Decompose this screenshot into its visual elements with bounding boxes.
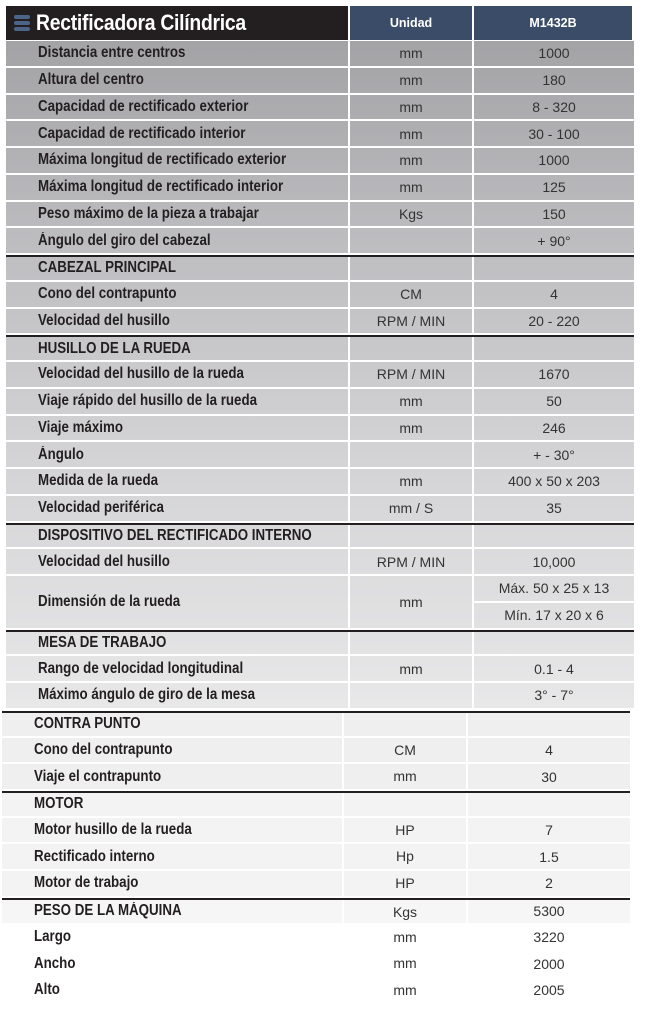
spec-value <box>474 257 634 280</box>
section-label <box>2 793 344 816</box>
spec-unit <box>350 632 474 655</box>
label-text: Velocidad del husillo <box>38 552 170 570</box>
spec-unit: mm <box>350 68 474 93</box>
spec-row <box>2 951 630 978</box>
table-header <box>6 6 632 40</box>
spec-row <box>2 844 630 871</box>
label-text: Peso máximo de la pieza a trabajar <box>38 204 259 222</box>
spec-unit: mm <box>344 978 468 1003</box>
spec-value: 2 <box>545 875 553 892</box>
label-text: Distancia entre centros <box>38 44 186 62</box>
spec-label <box>2 818 344 843</box>
label-text: Máximo ángulo de giro de la mesa <box>38 686 256 704</box>
spec-label <box>6 389 350 414</box>
spec-unit <box>350 525 474 548</box>
spec-value: 246 <box>542 419 566 436</box>
label-text: Cono del contrapunto <box>38 285 177 303</box>
spec-value <box>474 576 634 628</box>
label-text: Viaje máximo <box>38 418 123 436</box>
spec-row <box>6 549 634 576</box>
spec-unit: CM <box>350 282 474 307</box>
spec-unit: mm <box>344 925 468 950</box>
spec-label <box>6 41 350 66</box>
spec-row <box>6 309 634 336</box>
spec-unit <box>350 683 474 708</box>
unit-column-header: Unidad <box>350 6 472 40</box>
spec-unit: HP <box>344 818 468 843</box>
spec-row <box>2 871 630 898</box>
spec-unit: mm <box>350 41 474 66</box>
spec-value: 1000 <box>538 152 570 169</box>
spec-value-max: Máx. 50 x 25 x 13 <box>474 576 634 603</box>
spec-value: 4 <box>545 742 553 759</box>
spec-value: + 90° <box>537 232 571 249</box>
spec-unit: mm <box>350 576 474 628</box>
label-text: Medida de la rueda <box>38 472 159 490</box>
label-text: Motor husillo de la rueda <box>34 821 192 839</box>
spec-unit <box>350 442 474 467</box>
spec-label <box>6 95 350 120</box>
section-label <box>6 632 350 655</box>
spec-row <box>6 148 634 175</box>
spec-unit: mm <box>350 148 474 173</box>
spec-label <box>6 549 350 574</box>
label-text: Velocidad del husillo de la rueda <box>38 365 244 383</box>
label-text: HUSILLO DE LA RUEDA <box>38 339 191 357</box>
section-label <box>6 257 350 280</box>
spec-row <box>6 362 634 389</box>
label-text: Rectificado interno <box>34 847 155 865</box>
spec-value: 1000 <box>538 45 570 62</box>
spec-label <box>6 362 350 387</box>
spec-label <box>2 925 344 950</box>
spec-value: 150 <box>542 205 566 222</box>
spec-label <box>2 844 344 869</box>
spec-value: 1.5 <box>539 848 559 865</box>
spec-value <box>468 793 630 816</box>
label-text: Ángulo del giro del cabezal <box>38 231 211 249</box>
table-title-cell <box>6 6 348 40</box>
spec-label <box>6 656 350 681</box>
spec-label <box>6 282 350 307</box>
spec-label <box>6 148 350 173</box>
spec-unit: Hp <box>344 844 468 869</box>
spec-unit <box>350 337 474 360</box>
spec-label <box>6 576 350 628</box>
spec-value <box>474 632 634 655</box>
spec-label <box>6 228 350 253</box>
spec-unit: Kgs <box>350 202 474 227</box>
label-text: Alto <box>34 981 60 999</box>
spec-row <box>6 469 634 496</box>
spec-value: 3° - 7° <box>534 687 574 704</box>
label-text: Viaje el contrapunto <box>34 767 162 785</box>
label-text: MOTOR <box>34 795 84 813</box>
spec-value: 4 <box>550 286 558 303</box>
spec-value <box>474 525 634 548</box>
spec-label <box>2 871 344 896</box>
spec-row <box>6 442 634 469</box>
spec-row <box>6 416 634 443</box>
label-text: Ángulo <box>38 445 84 463</box>
label-text: Capacidad de rectificado exterior <box>38 97 249 115</box>
spec-row <box>6 228 634 255</box>
label-text: Máxima longitud de rectificado exterior <box>38 151 287 169</box>
spec-unit: mm <box>350 389 474 414</box>
spec-value: 35 <box>546 500 562 517</box>
spec-value: 20 - 220 <box>528 312 580 329</box>
spec-label <box>6 683 350 708</box>
section-label <box>2 713 344 736</box>
spec-unit: CM <box>344 738 468 763</box>
spec-table-upper <box>6 41 634 710</box>
spec-label <box>6 496 350 521</box>
spec-row <box>6 202 634 229</box>
spec-label <box>6 442 350 467</box>
spec-row <box>2 925 630 952</box>
section-row-cabezal-principal <box>6 255 634 282</box>
spec-unit: mm <box>344 764 468 789</box>
spec-value: 8 - 320 <box>532 98 576 115</box>
section-label <box>6 525 350 548</box>
spec-label <box>6 309 350 334</box>
spec-label <box>6 416 350 441</box>
section-label <box>6 337 350 360</box>
spec-row <box>6 576 634 630</box>
spec-row <box>2 738 630 765</box>
section-row-motor <box>2 791 630 818</box>
spec-unit <box>344 713 468 736</box>
spec-unit: mm <box>350 95 474 120</box>
spec-row <box>6 496 634 523</box>
spec-row <box>2 818 630 845</box>
spec-value: + - 30° <box>533 446 575 463</box>
section-row-mesa-de-trabajo <box>6 630 634 657</box>
spec-unit: mm <box>350 416 474 441</box>
label-text: Capacidad de rectificado interior <box>38 124 246 142</box>
section-row-peso-de-la-maquina <box>2 898 630 925</box>
spec-unit: RPM / MIN <box>350 549 474 574</box>
spec-row <box>6 683 634 710</box>
spec-value: 125 <box>542 179 566 196</box>
label-text: Rango de velocidad longitudinal <box>38 659 244 677</box>
spec-table-lower <box>2 711 630 1005</box>
spec-value: 10,000 <box>532 553 576 570</box>
spec-label <box>6 68 350 93</box>
spec-value: 50 <box>546 393 562 410</box>
spec-value: 30 - 100 <box>528 125 580 142</box>
label-text: Altura del centro <box>38 71 144 89</box>
spec-value <box>474 337 634 360</box>
spec-unit: mm <box>350 656 474 681</box>
spec-row <box>6 121 634 148</box>
spec-value: 2000 <box>533 955 565 972</box>
label-text: Cono del contrapunto <box>34 741 173 759</box>
spec-label <box>2 764 344 789</box>
spec-unit: Kgs <box>344 900 468 923</box>
spec-value: 5300 <box>533 903 565 920</box>
spec-row <box>6 656 634 683</box>
section-label <box>2 900 344 923</box>
table-title: Rectificadora Cilíndrica <box>36 10 246 35</box>
label-text: Velocidad del husillo <box>38 311 170 329</box>
spec-value: 1670 <box>538 366 570 383</box>
label-text: Largo <box>34 927 72 945</box>
spec-unit <box>350 228 474 253</box>
spec-label <box>6 175 350 200</box>
spec-unit <box>350 257 474 280</box>
spec-unit: mm / S <box>350 496 474 521</box>
spec-label <box>6 469 350 494</box>
model-column-header: M1432B <box>474 6 632 40</box>
spec-value: 0.1 - 4 <box>534 660 574 677</box>
spec-label <box>6 202 350 227</box>
spec-value: 400 x 50 x 203 <box>508 473 600 490</box>
label-text: Velocidad periférica <box>38 499 164 517</box>
spec-row <box>2 764 630 791</box>
spec-value: 7 <box>545 822 553 839</box>
spec-row <box>6 282 634 309</box>
spec-row <box>6 68 634 95</box>
spec-unit: HP <box>344 871 468 896</box>
section-row-husillo-de-la-rueda <box>6 335 634 362</box>
spec-unit: mm <box>344 951 468 976</box>
spec-unit: RPM / MIN <box>350 309 474 334</box>
spec-row <box>2 978 630 1005</box>
label-text: Ancho <box>34 954 76 972</box>
spec-value-min: Mín. 17 x 20 x 6 <box>504 607 604 624</box>
label-text: CONTRA PUNTO <box>34 715 141 733</box>
spec-label <box>2 951 344 976</box>
spec-value: 30 <box>541 768 557 785</box>
label-text: Máxima longitud de rectificado interior <box>38 178 284 196</box>
spec-row <box>6 95 634 122</box>
spec-value: 2005 <box>533 982 565 999</box>
spec-row <box>6 41 634 68</box>
spec-unit: mm <box>350 469 474 494</box>
spec-label <box>6 121 350 146</box>
label-text: Motor de trabajo <box>34 874 139 892</box>
spec-unit <box>344 793 468 816</box>
section-row-dispositivo-del-rectificado-interno <box>6 523 634 550</box>
spec-row <box>6 175 634 202</box>
spec-unit: mm <box>350 175 474 200</box>
spec-unit: mm <box>350 121 474 146</box>
spec-row <box>6 389 634 416</box>
spec-value: 180 <box>542 72 566 89</box>
label-text: MESA DE TRABAJO <box>38 633 167 651</box>
label-text: Dimensión de la rueda <box>38 592 181 610</box>
spec-unit: RPM / MIN <box>350 362 474 387</box>
spec-value <box>468 713 630 736</box>
label-text: CABEZAL PRINCIPAL <box>38 259 177 277</box>
spec-value: 3220 <box>533 928 565 945</box>
label-text: DISPOSITIVO DEL RECTIFICADO INTERNO <box>38 526 312 544</box>
label-text: PESO DE LA MÁQUINA <box>34 902 182 920</box>
spec-label <box>2 738 344 763</box>
menu-icon <box>14 15 30 31</box>
spec-label <box>2 978 344 1003</box>
label-text: Viaje rápido del husillo de la rueda <box>38 392 258 410</box>
section-row-contra-punto <box>2 711 630 738</box>
